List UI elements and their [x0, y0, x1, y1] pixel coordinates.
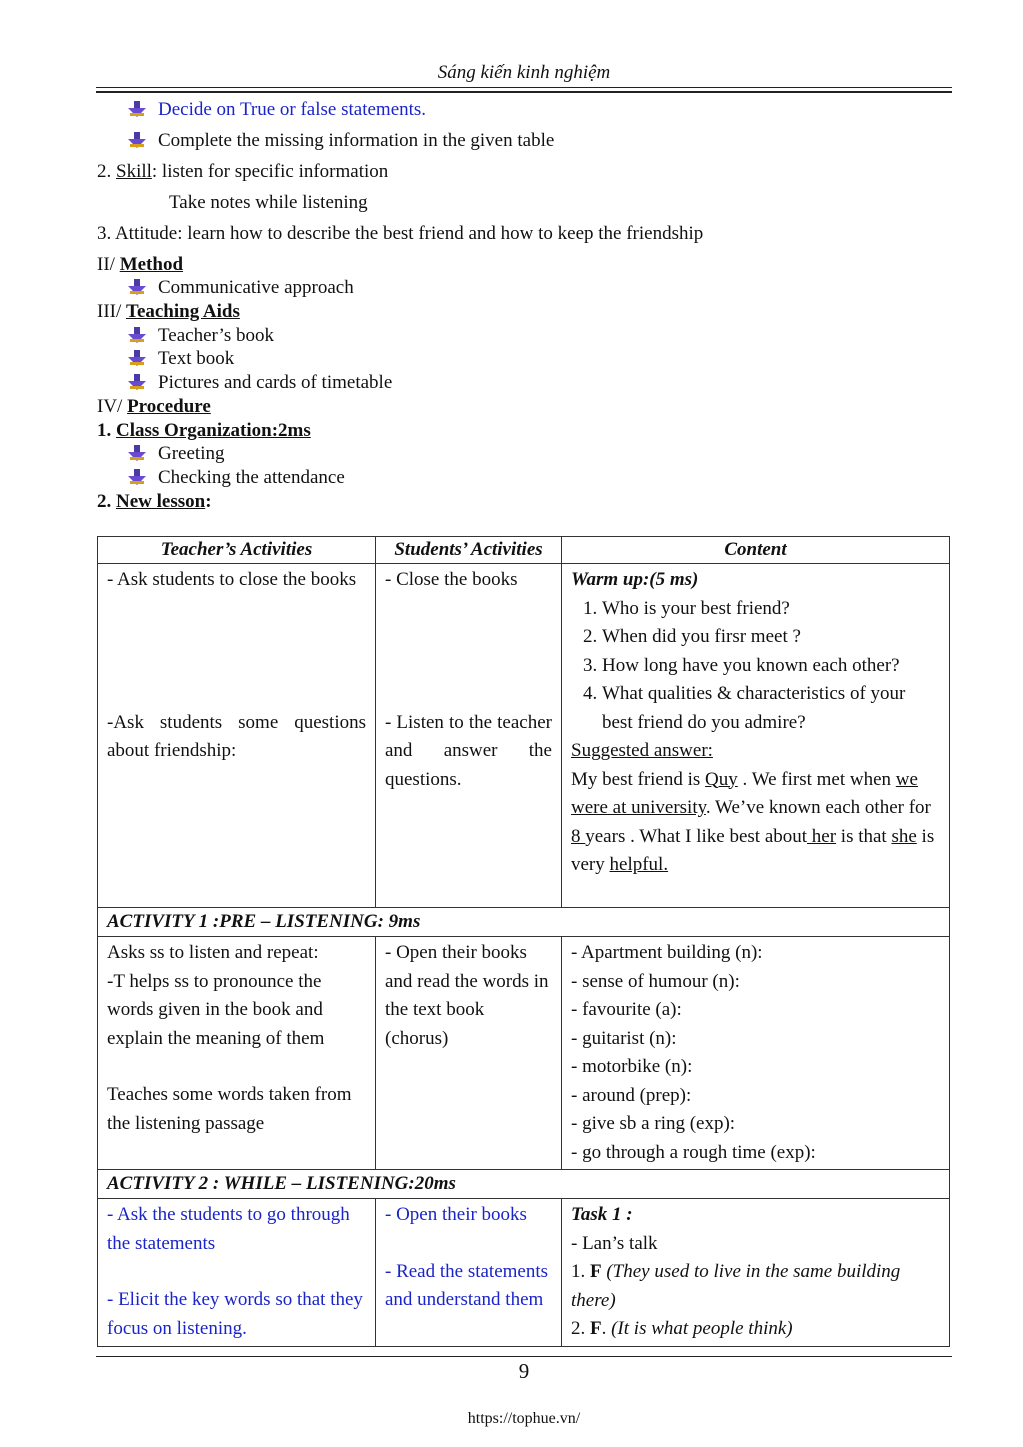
col-header-content: Content: [562, 537, 950, 564]
class-org-item: Greeting: [128, 442, 224, 466]
bullet-icon: [128, 100, 146, 116]
warmup-row: [98, 564, 950, 908]
footer-rule: [96, 1356, 952, 1357]
warmup-content-cell: Warm up:(5 ms) 1. Who is your best friend? 2. When did you firsr meet ? 3. How long have you known each other? 4. What qualities & characteristics of your best friend do you admire? Suggested answer: My best friend is Quy . We first met when we were at university. We’ve known each other for 8 years . What I like best about her is that she is very helpful.: [562, 564, 950, 908]
table-header-row: [98, 537, 950, 564]
bullet-icon: [128, 326, 146, 342]
answer-1: 1. F (They used to live in the same building there): [571, 1261, 901, 1311]
warmup-students-cell: - Close the books - Listen to the teacher and answer the questions.: [376, 564, 562, 908]
bullet-icon: [128, 444, 146, 460]
class-org-heading: 1. Class Organization:2ms: [97, 420, 311, 441]
objective-item: Complete the missing information in the given table: [128, 129, 554, 153]
suggested-answer: My best friend is Quy . We first met when we were at university. We’ve known each other for 8 years . What I like best about her is that she is very helpful.: [571, 768, 935, 875]
lesson-table: [97, 536, 950, 1347]
bullet-icon: [128, 468, 146, 484]
page-number: 9: [518, 1359, 530, 1383]
warmup-teacher-cell: - Ask students to close the books -Ask students some questions about friendship:: [98, 564, 376, 908]
activity1-teacher-cell: Asks ss to listen and repeat: -T helps ss to pronounce the words given in the book and explain the meaning of them Teaches some words taken from the listening passage: [98, 937, 376, 1170]
aids-heading: III/ Teaching Aids: [97, 301, 240, 322]
activity2-content-cell: Task 1 : - Lan’s talk 1. F (They used to live in the same building there) 2. F. (It is what people think): [562, 1199, 950, 1347]
source-url[interactable]: https://tophue.vn/: [467, 1410, 581, 1427]
bullet-icon: [128, 278, 146, 294]
activity1-row: [98, 937, 950, 1170]
skill-line: 2. Skill: listen for specific information: [97, 161, 389, 182]
skill-sub: Take notes while listening: [169, 192, 368, 213]
procedure-heading: IV/ Procedure: [97, 396, 211, 417]
activity1-students-cell: - Open their books and read the words in the text book (chorus): [376, 937, 562, 1170]
header-rule: [96, 87, 952, 88]
aids-item: Pictures and cards of timetable: [128, 371, 392, 395]
bullet-icon: [128, 373, 146, 389]
bullet-icon: [128, 131, 146, 147]
activity2-students-cell: - Open their books - Read the statements and understand them: [376, 1199, 562, 1347]
aids-item: Teacher’s book: [128, 324, 274, 348]
activity2-teacher-cell: - Ask the students to go through the statements - Elicit the key words so that they focus on listening.: [98, 1199, 376, 1347]
col-header-students: Students’ Activities: [376, 537, 562, 564]
aids-item: Text book: [128, 347, 234, 371]
attitude-line: 3. Attitude: learn how to describe the best friend and how to keep the friendship: [97, 223, 704, 244]
method-item: Communicative approach: [128, 276, 354, 300]
header-rule-thick: [96, 91, 952, 93]
bullet-icon: [128, 349, 146, 365]
objective-item: Decide on True or false statements.: [128, 98, 426, 122]
activity1-title-row: ACTIVITY 1 :PRE – LISTENING: 9ms: [98, 908, 950, 937]
answer-2: 2. F. (It is what people think): [571, 1318, 793, 1339]
method-heading: II/ Method: [97, 254, 184, 275]
new-lesson-heading: 2. New lesson:: [97, 491, 212, 512]
activity1-vocab-cell: - Apartment building (n): - sense of humour (n): - favourite (a): - guitarist (n): - motorbike (n): - around (prep): - give sb a ring (exp): - go through a rough time (exp):: [562, 937, 950, 1170]
warmup-questions: 1. Who is your best friend? 2. When did you firsr meet ? 3. How long have you known each other? 4. What qualities & characteristics of your best friend do you admire?: [571, 595, 940, 738]
class-org-item: Checking the attendance: [128, 466, 345, 490]
activity2-row: [98, 1199, 950, 1347]
activity2-title-row: ACTIVITY 2 : WHILE – LISTENING:20ms: [98, 1170, 950, 1199]
page-header: Sáng kiến kinh nghiệm: [437, 62, 611, 83]
col-header-teacher: Teacher’s Activities: [98, 537, 376, 564]
